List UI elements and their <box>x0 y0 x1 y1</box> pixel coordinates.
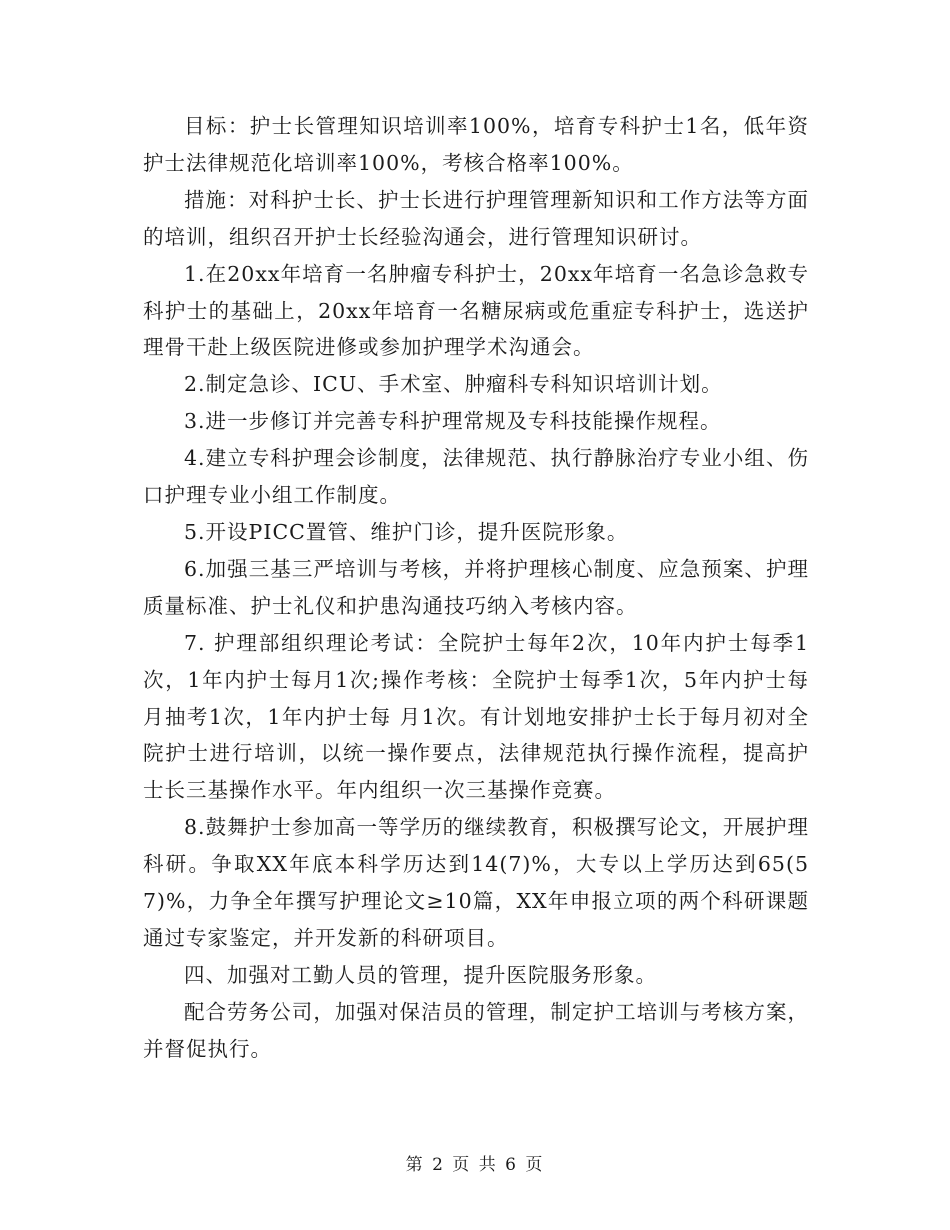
page-footer <box>0 1154 950 1176</box>
paragraph-staff-management: 配合劳务公司，加强对保洁员的管理，制定护工培训与考核方案，并督促执行。 <box>143 999 809 1061</box>
paragraph-item-8: 8.鼓舞护士参加高一等学历的继续教育，积极撰写论文，开展护理科研。争取XX年底本科学历达到14(7)%，大专以上学历达到65(57)%，力争全年撰写护理论文≥10篇，XX年申报立项的两个科研课题通过专家鉴定，并开发新的科研项目。 <box>143 815 809 950</box>
paragraph-measures: 措施：对科护士长、护士长进行护理管理新知识和工作方法等方面的培训，组织召开护士长经验沟通会，进行管理知识研讨。 <box>143 187 809 249</box>
paragraph-item-3: 3.进一步修订并完善专科护理常规及专科技能操作规程。 <box>184 409 722 434</box>
paragraph-item-1: 1.在20xx年培育一名肿瘤专科护士，20xx年培育一名急诊急救专科护士的基础上，20xx年培育一名糖尿病或危重症专科护士，选送护理骨干赴上级医院进修或参加护理学术沟通会。 <box>143 261 809 360</box>
paragraph-goal: 目标：护士长管理知识培训率100%，培育专科护士1名，低年资护士法律规范化培训率100%，考核合格率100%。 <box>143 114 809 175</box>
paragraph-item-2: 2.制定急诊、ICU、手术室、肿瘤科专科知识培训计划。 <box>184 372 723 397</box>
page-number-label: 第 2 页 共 6 页 <box>405 1155 545 1175</box>
paragraph-item-7: 7. 护理部组织理论考试：全院护士每年2次，10年内护士每季1次，1年内护士每月1次;操作考核：全院护士每季1次，5年内护士每月抽考1次，1年内护士每 月1次。有计划地安排护士长于每月初对全院护士进行培训，以统一操作要点，法律规范执行操作流程，提高护士长三基操作水平。年内组织一次三基操作竞赛。 <box>143 630 809 803</box>
paragraph-item-6: 6.加强三基三严培训与考核，并将护理核心制度、应急预案、护理质量标准、护士礼仪和护患沟通技巧纳入考核内容。 <box>143 556 809 618</box>
document-body <box>143 108 809 1068</box>
paragraph-item-4: 4.建立专科护理会诊制度，法律规范、执行静脉治疗专业小组、伤口护理专业小组工作制度。 <box>143 446 809 508</box>
section-heading-4: 四、加强对工勤人员的管理，提升医院服务形象。 <box>184 962 657 987</box>
paragraph-item-5: 5.开设PICC置管、维护门诊，提升医院形象。 <box>184 519 629 544</box>
